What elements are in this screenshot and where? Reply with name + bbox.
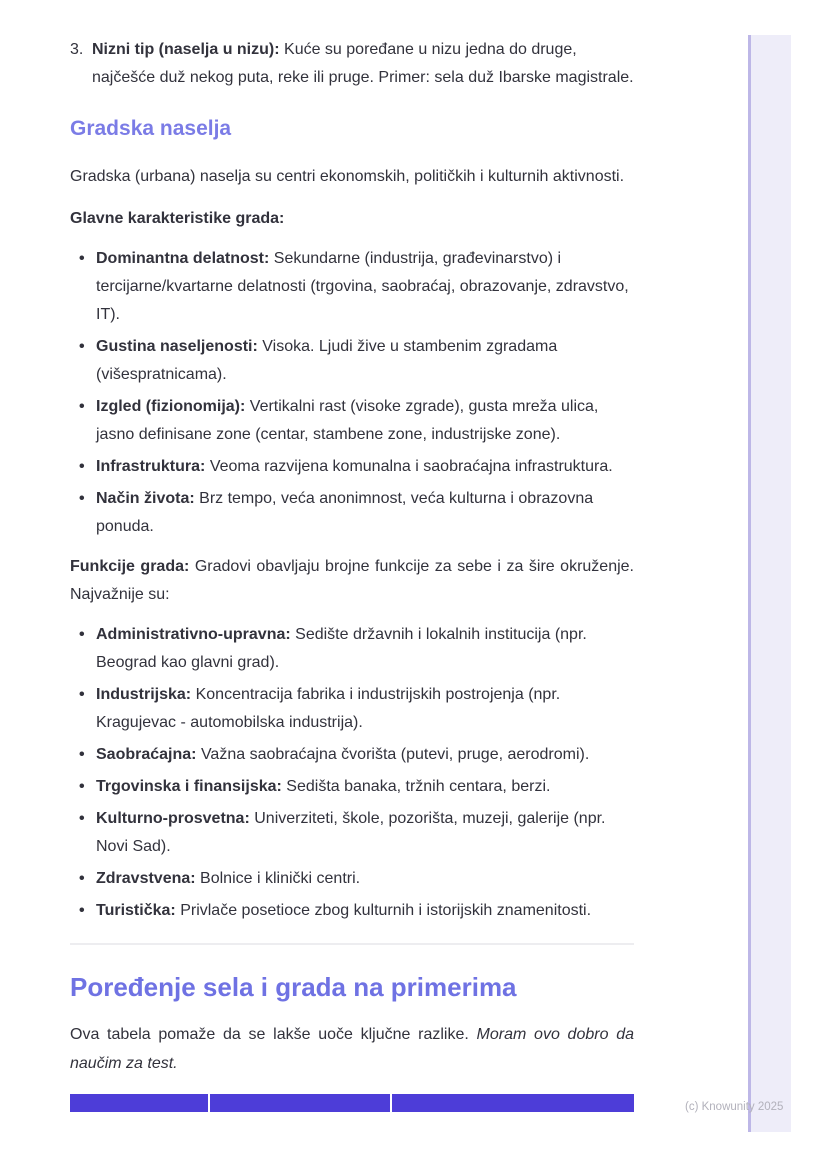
section-heading-gradska-naselja: Gradska naselja: [70, 117, 232, 140]
comparison-table-header-row: [70, 1094, 634, 1112]
bullet-icon: [79, 245, 85, 273]
document-page: [70, 36, 634, 1112]
functions-list: [70, 621, 634, 925]
table-header-cell: [392, 1094, 634, 1112]
page-edge-strip: [748, 35, 791, 1132]
list-item: • Trgovinska i finansijska: Sedišta banaka, tržnih centara, berzi.: [70, 773, 634, 801]
urban-intro-paragraph: Gradska (urbana) naselja su centri ekonomskih, političkih i kulturnih aktivnosti.: [70, 168, 625, 185]
list-item: • Zdravstvena: Bolnice i klinički centri.: [70, 865, 634, 893]
list-item: • Gustina naseljenosti: Visoka. Ljudi žive u stambenim zgradama (višespratnicama).: [70, 333, 634, 389]
bullet-icon: [79, 805, 85, 833]
characteristics-list: [70, 245, 634, 541]
section-divider: [70, 943, 634, 945]
italic-note: Moram ovo dobro da naučim za test.: [70, 1026, 634, 1072]
bullet-icon: [79, 333, 85, 361]
bullet-icon: [79, 393, 85, 421]
bullet-icon: [79, 865, 85, 893]
characteristics-heading: Glavne karakteristike grada:: [70, 210, 285, 227]
list-item: • Administrativno-upravna: Sedište državnih i lokalnih institucija (npr. Beograd kao glavni grad).: [70, 621, 634, 677]
list-item-text: Nizni tip (naselja u nizu): Kuće su poređane u nizu jedna do druge, najčešće duž nekog puta, reke ili pruge. Primer: sela duž Ibarske magistrale.: [92, 41, 634, 86]
list-item: • Kulturno-prosvetna: Univerziteti, škole, pozorišta, muzeji, galerije (npr. Novi Sad).: [70, 805, 634, 861]
table-header-cell: [70, 1094, 208, 1112]
bullet-icon: [79, 773, 85, 801]
functions-intro-paragraph: Funkcije grada: Gradovi obavljaju brojne funkcije za sebe i za šire okruženje. Najvažnije su:: [70, 558, 635, 603]
bullet-icon: [79, 681, 85, 709]
bullet-icon: [79, 741, 85, 769]
list-number: 3.: [70, 41, 84, 58]
bullet-icon: [79, 453, 85, 481]
comparison-intro-paragraph: Ova tabela pomaže da se lakše uoče ključne razlike. Moram ovo dobro da naučim za test.: [70, 1026, 634, 1072]
list-item: • Saobraćajna: Važna saobraćajna čvorišta (putevi, pruge, aerodromi).: [70, 741, 634, 769]
list-item: • Turistička: Privlače posetioce zbog kulturnih i istorijskih znamenitosti.: [70, 897, 634, 925]
table-header-cell: [210, 1094, 390, 1112]
list-item: • Način života: Brz tempo, veća anonimnost, veća kulturna i obrazovna ponuda.: [70, 485, 634, 541]
section-heading-poredjenje: Poređenje sela i grada na primerima: [70, 972, 517, 1002]
list-item: • Industrijska: Koncentracija fabrika i industrijskih postrojenja (npr. Kragujevac - automobilska industrija).: [70, 681, 634, 737]
list-item: • Izgled (fizionomija): Vertikalni rast (visoke zgrade), gusta mreža ulica, jasno definisane zone (centar, stambene zone, industrijske zone).: [70, 393, 634, 449]
list-item: • Dominantna delatnost: Sekundarne (industrija, građevinarstvo) i tercijarne/kvartarne delatnosti (trgovina, saobraćaj, obrazovanje, zdravstvo, IT).: [70, 245, 634, 329]
bullet-icon: [79, 897, 85, 925]
numbered-list-item: [70, 36, 634, 92]
watermark: (c) Knowunity 2025: [685, 1101, 784, 1113]
bullet-icon: [79, 621, 85, 649]
bullet-icon: [79, 485, 85, 513]
list-item: • Infrastruktura: Veoma razvijena komunalna i saobraćajna infrastruktura.: [70, 453, 634, 481]
